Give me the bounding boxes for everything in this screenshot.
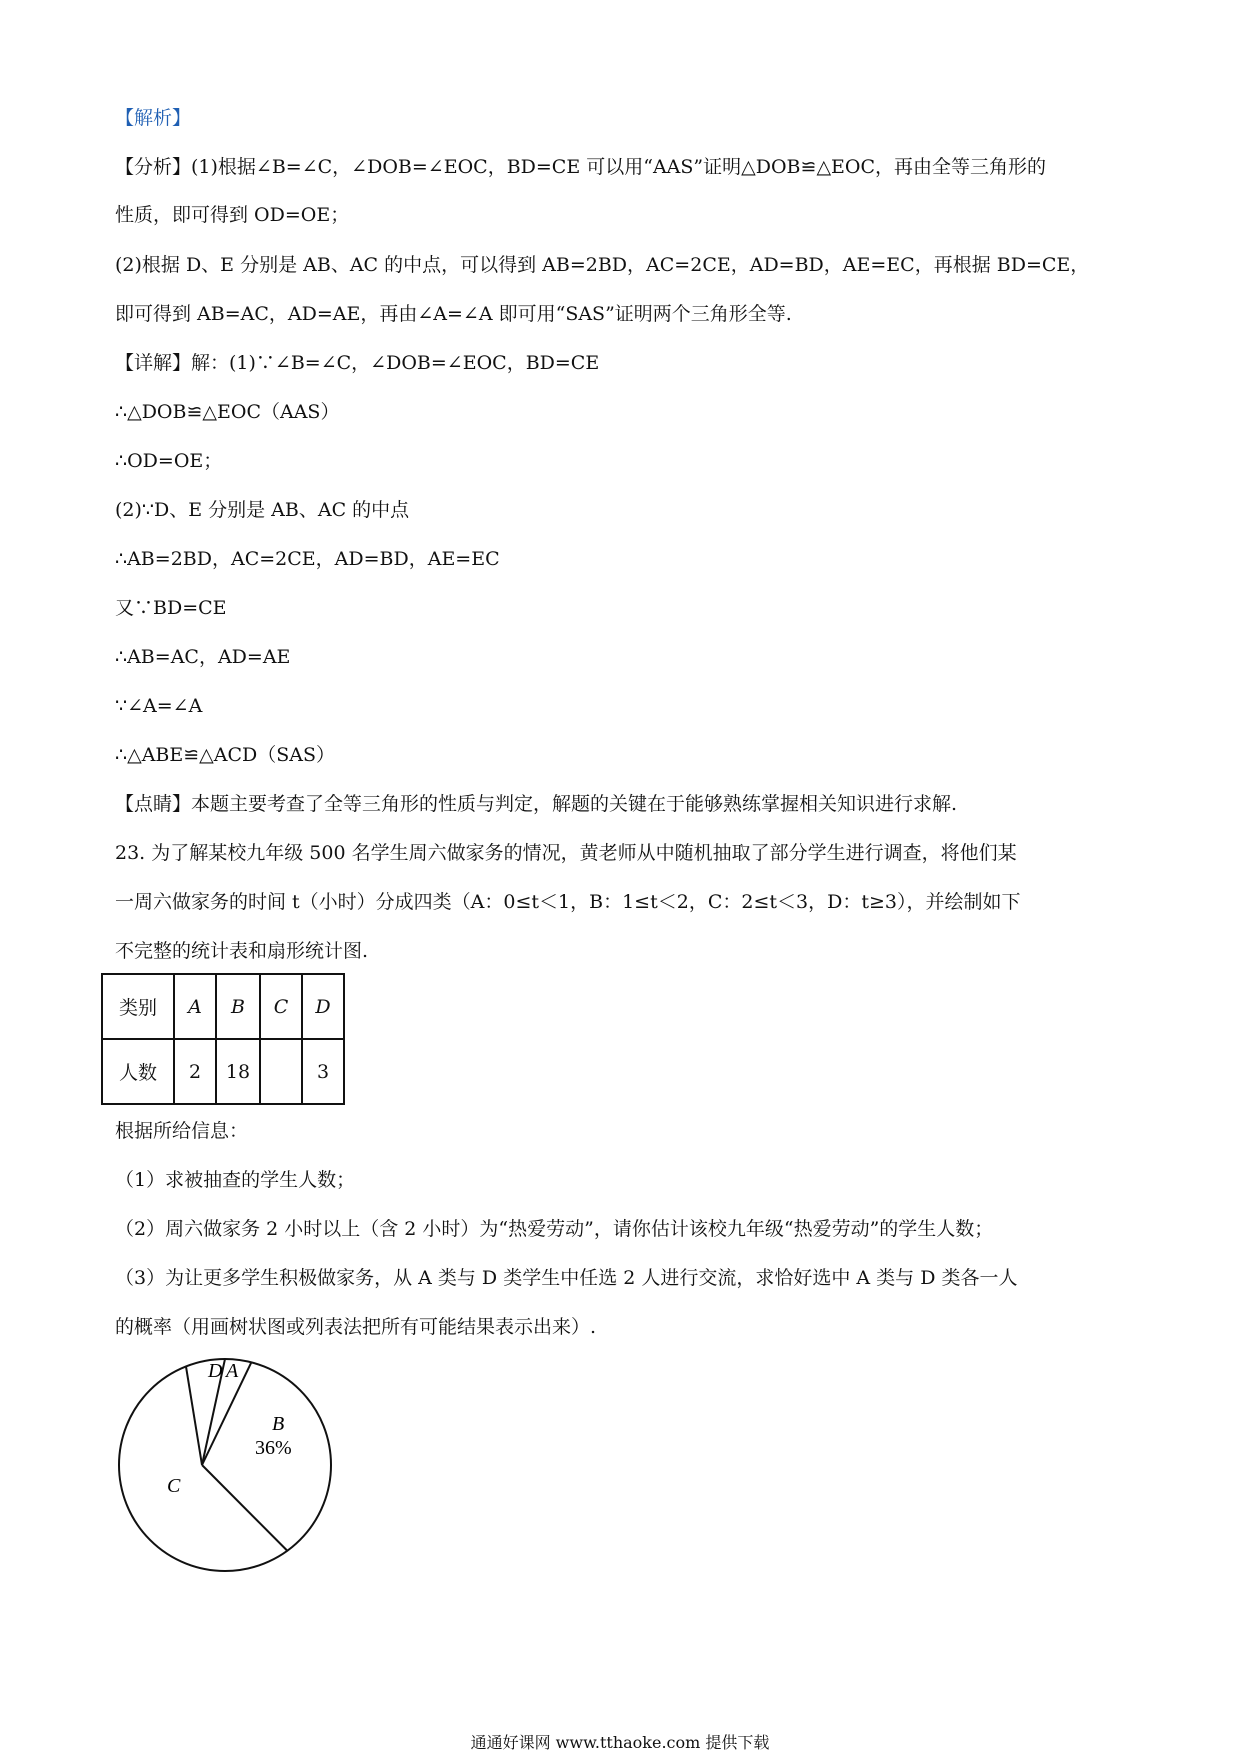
text-line: (2)∵D、E 分别是 AB、AC 的中点	[115, 499, 410, 521]
pie-label-a: A	[226, 1360, 239, 1382]
footer: 通通好课网 www.tthaoke.com 提供下载	[470, 1733, 770, 1752]
text-line: 即可得到 AB=AC，AD=AE，再由∠A=∠A 即可用“SAS”证明两个三角形全等.	[115, 303, 792, 325]
question-line: （1）求被抽查的学生人数；	[115, 1169, 356, 1191]
text-line: ∴OD=OE；	[115, 450, 223, 472]
table-cell: B	[216, 974, 260, 1039]
question-23-line: 不完整的统计表和扇形统计图.	[115, 940, 369, 962]
text-line: 又∵BD=CE	[115, 597, 227, 619]
table-cell: 3	[302, 1039, 344, 1104]
text-line: ∴△DOB≌△EOC（AAS）	[115, 401, 340, 423]
pie-slice-boundary	[186, 1366, 202, 1465]
text-line: ∴AB=2BD，AC=2CE，AD=BD，AE=EC	[115, 548, 500, 570]
pie-label-d: D	[208, 1360, 223, 1382]
question-line: 根据所给信息：	[115, 1120, 249, 1142]
question-23-line: 23. 为了解某校九年级 500 名学生周六做家务的情况，黄老师从中随机抽取了部分学生进行调查，将他们某	[115, 842, 1017, 864]
table-cell: 2	[174, 1039, 216, 1104]
table-cell: A	[174, 974, 216, 1039]
table-cell: 人数	[102, 1039, 174, 1104]
table-cell: 类别	[102, 974, 174, 1039]
question-line: （2）周六做家务 2 小时以上（含 2 小时）为“热爱劳动”，请你估计该校九年级“热爱劳动”的学生人数；	[115, 1218, 994, 1240]
text-line: ∴AB=AC，AD=AE	[115, 646, 291, 668]
table-row	[102, 1039, 344, 1104]
table-cell: C	[260, 974, 302, 1039]
pie-label-c: C	[167, 1475, 181, 1497]
text-line: ∵∠A=∠A	[115, 695, 203, 717]
pie-chart	[110, 1350, 340, 1580]
table-row	[102, 974, 344, 1039]
question-line: 的概率（用画树状图或列表法把所有可能结果表示出来）.	[115, 1316, 597, 1338]
text-line: 【详解】解：(1)∵∠B=∠C，∠DOB=∠EOC，BD=CE	[115, 352, 600, 374]
analysis-header: 【解析】	[115, 107, 192, 129]
text-line: 【点睛】本题主要考查了全等三角形的性质与判定，解题的关键在于能够熟练掌握相关知识进行求解.	[115, 793, 958, 815]
table-cell: D	[302, 974, 344, 1039]
text-line: (2)根据 D、E 分别是 AB、AC 的中点，可以得到 AB=2BD，AC=2CE，AD=BD，AE=EC，再根据 BD=CE，	[115, 254, 1090, 276]
table-cell: 18	[216, 1039, 260, 1104]
stats-table	[101, 973, 345, 1105]
pie-outline	[119, 1359, 331, 1571]
text-line: 性质，即可得到 OD=OE；	[115, 204, 350, 226]
question-line: （3）为让更多学生积极做家务，从 A 类与 D 类学生中任选 2 人进行交流，求恰好选中 A 类与 D 类各一人	[115, 1267, 1018, 1289]
pie-label-b-percent: 36%	[255, 1437, 292, 1459]
question-23-line: 一周六做家务的时间 t（小时）分成四类（A：0≤t＜1，B：1≤t＜2，C：2≤t＜3，D：t≥3），并绘制如下	[115, 891, 1021, 913]
table-cell	[260, 1039, 302, 1104]
text-line: ∴△ABE≌△ACD（SAS）	[115, 744, 336, 766]
pie-slice-boundary	[202, 1465, 287, 1551]
pie-label-b: B	[272, 1413, 285, 1435]
text-line: 【分析】(1)根据∠B=∠C，∠DOB=∠EOC，BD=CE 可以用“AAS”证明△DOB≌△EOC，再由全等三角形的	[115, 156, 1047, 178]
